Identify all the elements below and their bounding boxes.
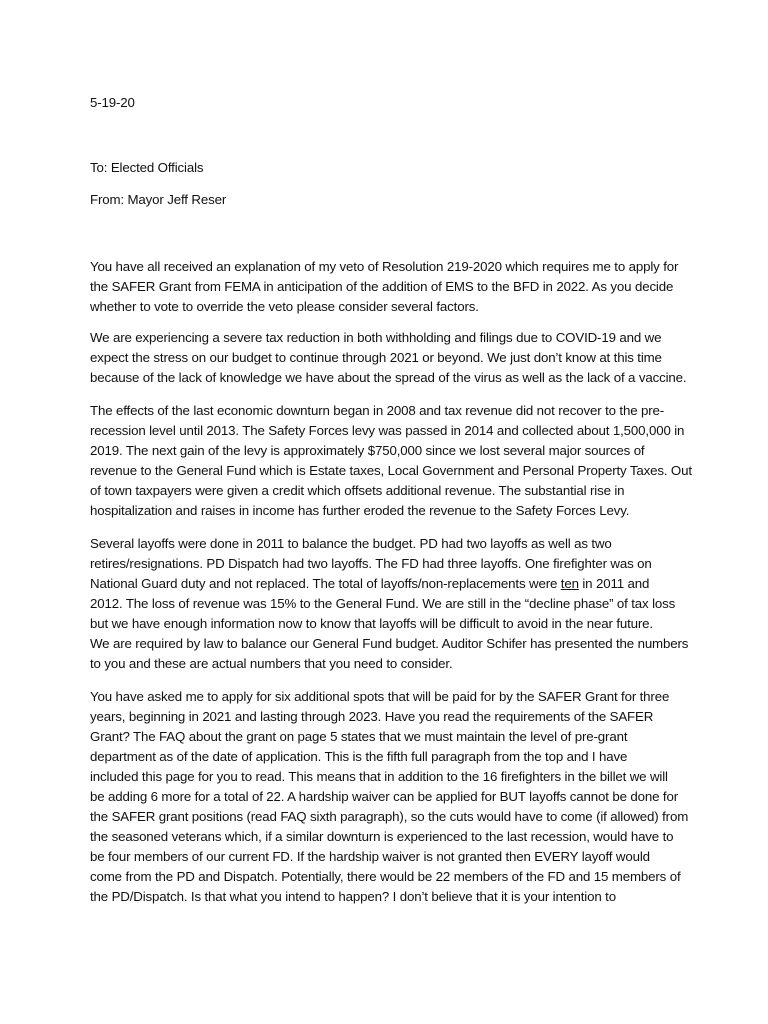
- paragraph-line: recession level until 2013. The Safety Forces levy was passed in 2014 and collected about 1,500,000 in: [90, 423, 685, 438]
- paragraph-line-start: National Guard duty and not replaced. The total of layoffs/non-replacements were: [90, 576, 558, 591]
- paragraph-line: department as of the date of application. This is the fifth full paragraph from the top and I have: [90, 749, 628, 764]
- letter-date: 5-19-20: [90, 95, 135, 110]
- paragraph-line: come from the PD and Dispatch. Potentially, there would be 22 members of the FD and 15 members of: [90, 869, 681, 884]
- paragraph-line: revenue to the General Fund which is Estate taxes, Local Government and Personal Property Taxes. Out: [90, 463, 692, 478]
- paragraph-line: The effects of the last economic downturn began in 2008 and tax revenue did not recover to the pre-: [90, 403, 665, 418]
- paragraph-line-with-underline: [90, 576, 649, 592]
- paragraph-line: We are experiencing a severe tax reduction in both withholding and filings due to COVID-19 and we: [90, 330, 662, 345]
- paragraph-line: of town taxpayers were given a credit which offsets additional revenue. The substantial rise in: [90, 483, 625, 498]
- paragraph-line: We are required by law to balance our General Fund budget. Auditor Schifer has presented the numbers: [90, 636, 689, 651]
- paragraph-line-end: in 2011 and: [578, 576, 650, 591]
- paragraph-line: You have all received an explanation of my veto of Resolution 219-2020 which requires me to apply for: [90, 259, 679, 274]
- paragraph-line: retires/resignations. PD Dispatch had two layoffs. The FD had three layoffs. One firefighter was on: [90, 556, 652, 571]
- paragraph-line: the SAFER grant positions (read FAQ sixth paragraph), so the cuts would have to come (if allowed) from: [90, 809, 689, 824]
- paragraph-line: whether to vote to override the veto please consider several factors.: [90, 299, 479, 314]
- paragraph-line: the SAFER Grant from FEMA in anticipation of the addition of EMS to the BFD in 2022. As you decide: [90, 279, 674, 294]
- paragraph-line: but we have enough information now to know that layoffs will be difficult to avoid in the near future.: [90, 616, 653, 631]
- paragraph-line: 2019. The next gain of the levy is approximately $750,000 since we lost several major sources of: [90, 443, 645, 458]
- paragraph-line: the PD/Dispatch. Is that what you intend to happen? I don’t believe that it is your intention to: [90, 889, 616, 904]
- paragraph-line: hospitalization and raises in income has further eroded the revenue to the Safety Forces Levy.: [90, 503, 630, 518]
- paragraph-line: be four members of our current FD. If the hardship waiver is not granted then EVERY layoff would: [90, 849, 650, 864]
- paragraph-line: the seasoned veterans which, if a similar downturn is experienced to the last recession, would have to: [90, 829, 674, 844]
- paragraph-line: because of the lack of knowledge we have about the spread of the virus as well as the lack of a vaccine.: [90, 370, 687, 385]
- paragraph-line: be adding 6 more for a total of 22. A hardship waiver can be applied for BUT layoffs cannot be done for: [90, 789, 678, 804]
- paragraph-line: Several layoffs were done in 2011 to balance the budget. PD had two layoffs as well as two: [90, 536, 612, 551]
- paragraph-line: Grant? The FAQ about the grant on page 5 states that we must maintain the level of pre-grant: [90, 729, 628, 744]
- paragraph-line: You have asked me to apply for six additional spots that will be paid for by the SAFER Grant for three: [90, 689, 670, 704]
- from-line: From: Mayor Jeff Reser: [90, 192, 227, 207]
- underlined-word: ten: [560, 576, 579, 591]
- paragraph-line: included this page for you to read. This means that in addition to the 16 firefighters in the billet we will: [90, 769, 668, 784]
- paragraph-line: 2012. The loss of revenue was 15% to the General Fund. We are still in the “decline phase” of tax loss: [90, 596, 676, 611]
- paragraph-line: to you and these are actual numbers that you need to consider.: [90, 656, 453, 671]
- paragraph-line: expect the stress on our budget to continue through 2021 or beyond. We just don’t know at this time: [90, 350, 662, 365]
- paragraph-line: years, beginning in 2021 and lasting through 2023. Have you read the requirements of the SAFER: [90, 709, 654, 724]
- to-line: To: Elected Officials: [90, 160, 204, 175]
